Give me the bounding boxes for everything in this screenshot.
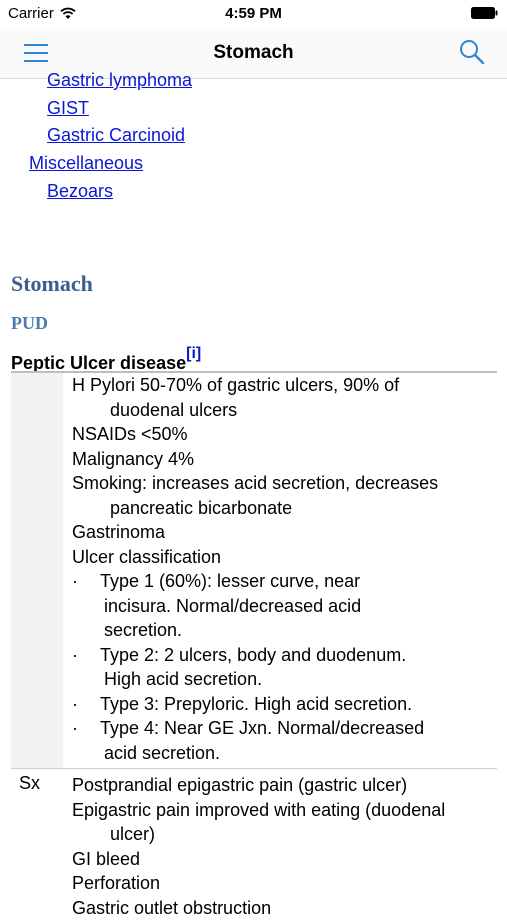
section-heading: Stomach [11, 271, 93, 297]
content-line: Malignancy 4% [72, 447, 194, 472]
table-row [11, 769, 497, 909]
content-line-continued: duodenal ulcers [110, 398, 237, 423]
toc-link-gist[interactable]: GIST [47, 98, 89, 119]
content-line: NSAIDs <50% [72, 422, 188, 447]
content-line-continued: ulcer) [110, 822, 155, 847]
content-line: Gastric outlet obstruction [72, 896, 271, 920]
page-title: Stomach [0, 42, 507, 64]
bullet-dot-icon: · [72, 569, 78, 594]
reference-link[interactable]: [i] [186, 345, 201, 362]
subsection-heading: PUD [11, 313, 48, 334]
content-line: Gastrinoma [72, 520, 165, 545]
topic-heading-text: Peptic Ulcer disease [11, 353, 186, 373]
content-line: Perforation [72, 871, 160, 896]
content-line-continued: pancreatic bicarbonate [110, 496, 292, 521]
content-line: H Pylori 50-70% of gastric ulcers, 90% of [72, 373, 399, 398]
content-line: GI bleed [72, 847, 140, 872]
content-line: Ulcer classification [72, 545, 221, 570]
toc-link-miscellaneous[interactable]: Miscellaneous [29, 153, 143, 174]
table-row: H Pylori 50-70% of gastric ulcers, 90% of duodenal ulcers NSAIDs <50% Malignancy 4% Smoking: increases acid secretion, decreases pancreatic bicarbonate Gastrinoma Ulcer classification · Type 1 (60%): lesser curve, near incisura. Normal/decreased acid secretion. · Type 2: 2 ulcers, body and duodenum. High acid secretion. · Type 3: Prepyloric. High acid secretion. · Type 4: Near GE Jxn. Normal/decreased acid secretion. [11, 373, 497, 769]
carrier-label: Carrier [8, 5, 54, 22]
article-content [0, 79, 507, 900]
clock: 4:59 PM [0, 5, 507, 22]
row-label-cell [11, 373, 63, 769]
row-label-cell: Sx [19, 773, 40, 794]
bullet-dot-icon: · [72, 716, 78, 741]
content-line: Epigastric pain improved with eating (duodenal [72, 798, 445, 823]
content-line: Smoking: increases acid secretion, decreases [72, 471, 438, 496]
toc-link-gastric-lymphoma[interactable]: Gastric lymphoma [47, 70, 192, 91]
status-bar [0, 0, 507, 28]
battery-icon [471, 7, 498, 19]
toc-link-bezoars[interactable]: Bezoars [47, 181, 113, 202]
bullet-dot-icon: · [72, 643, 78, 668]
bullet-dot-icon: · [72, 692, 78, 717]
toc-link-gastric-carcinoid[interactable]: Gastric Carcinoid [47, 125, 185, 146]
search-icon[interactable] [459, 39, 485, 65]
content-line: Postprandial epigastric pain (gastric ulcer) [72, 773, 407, 798]
